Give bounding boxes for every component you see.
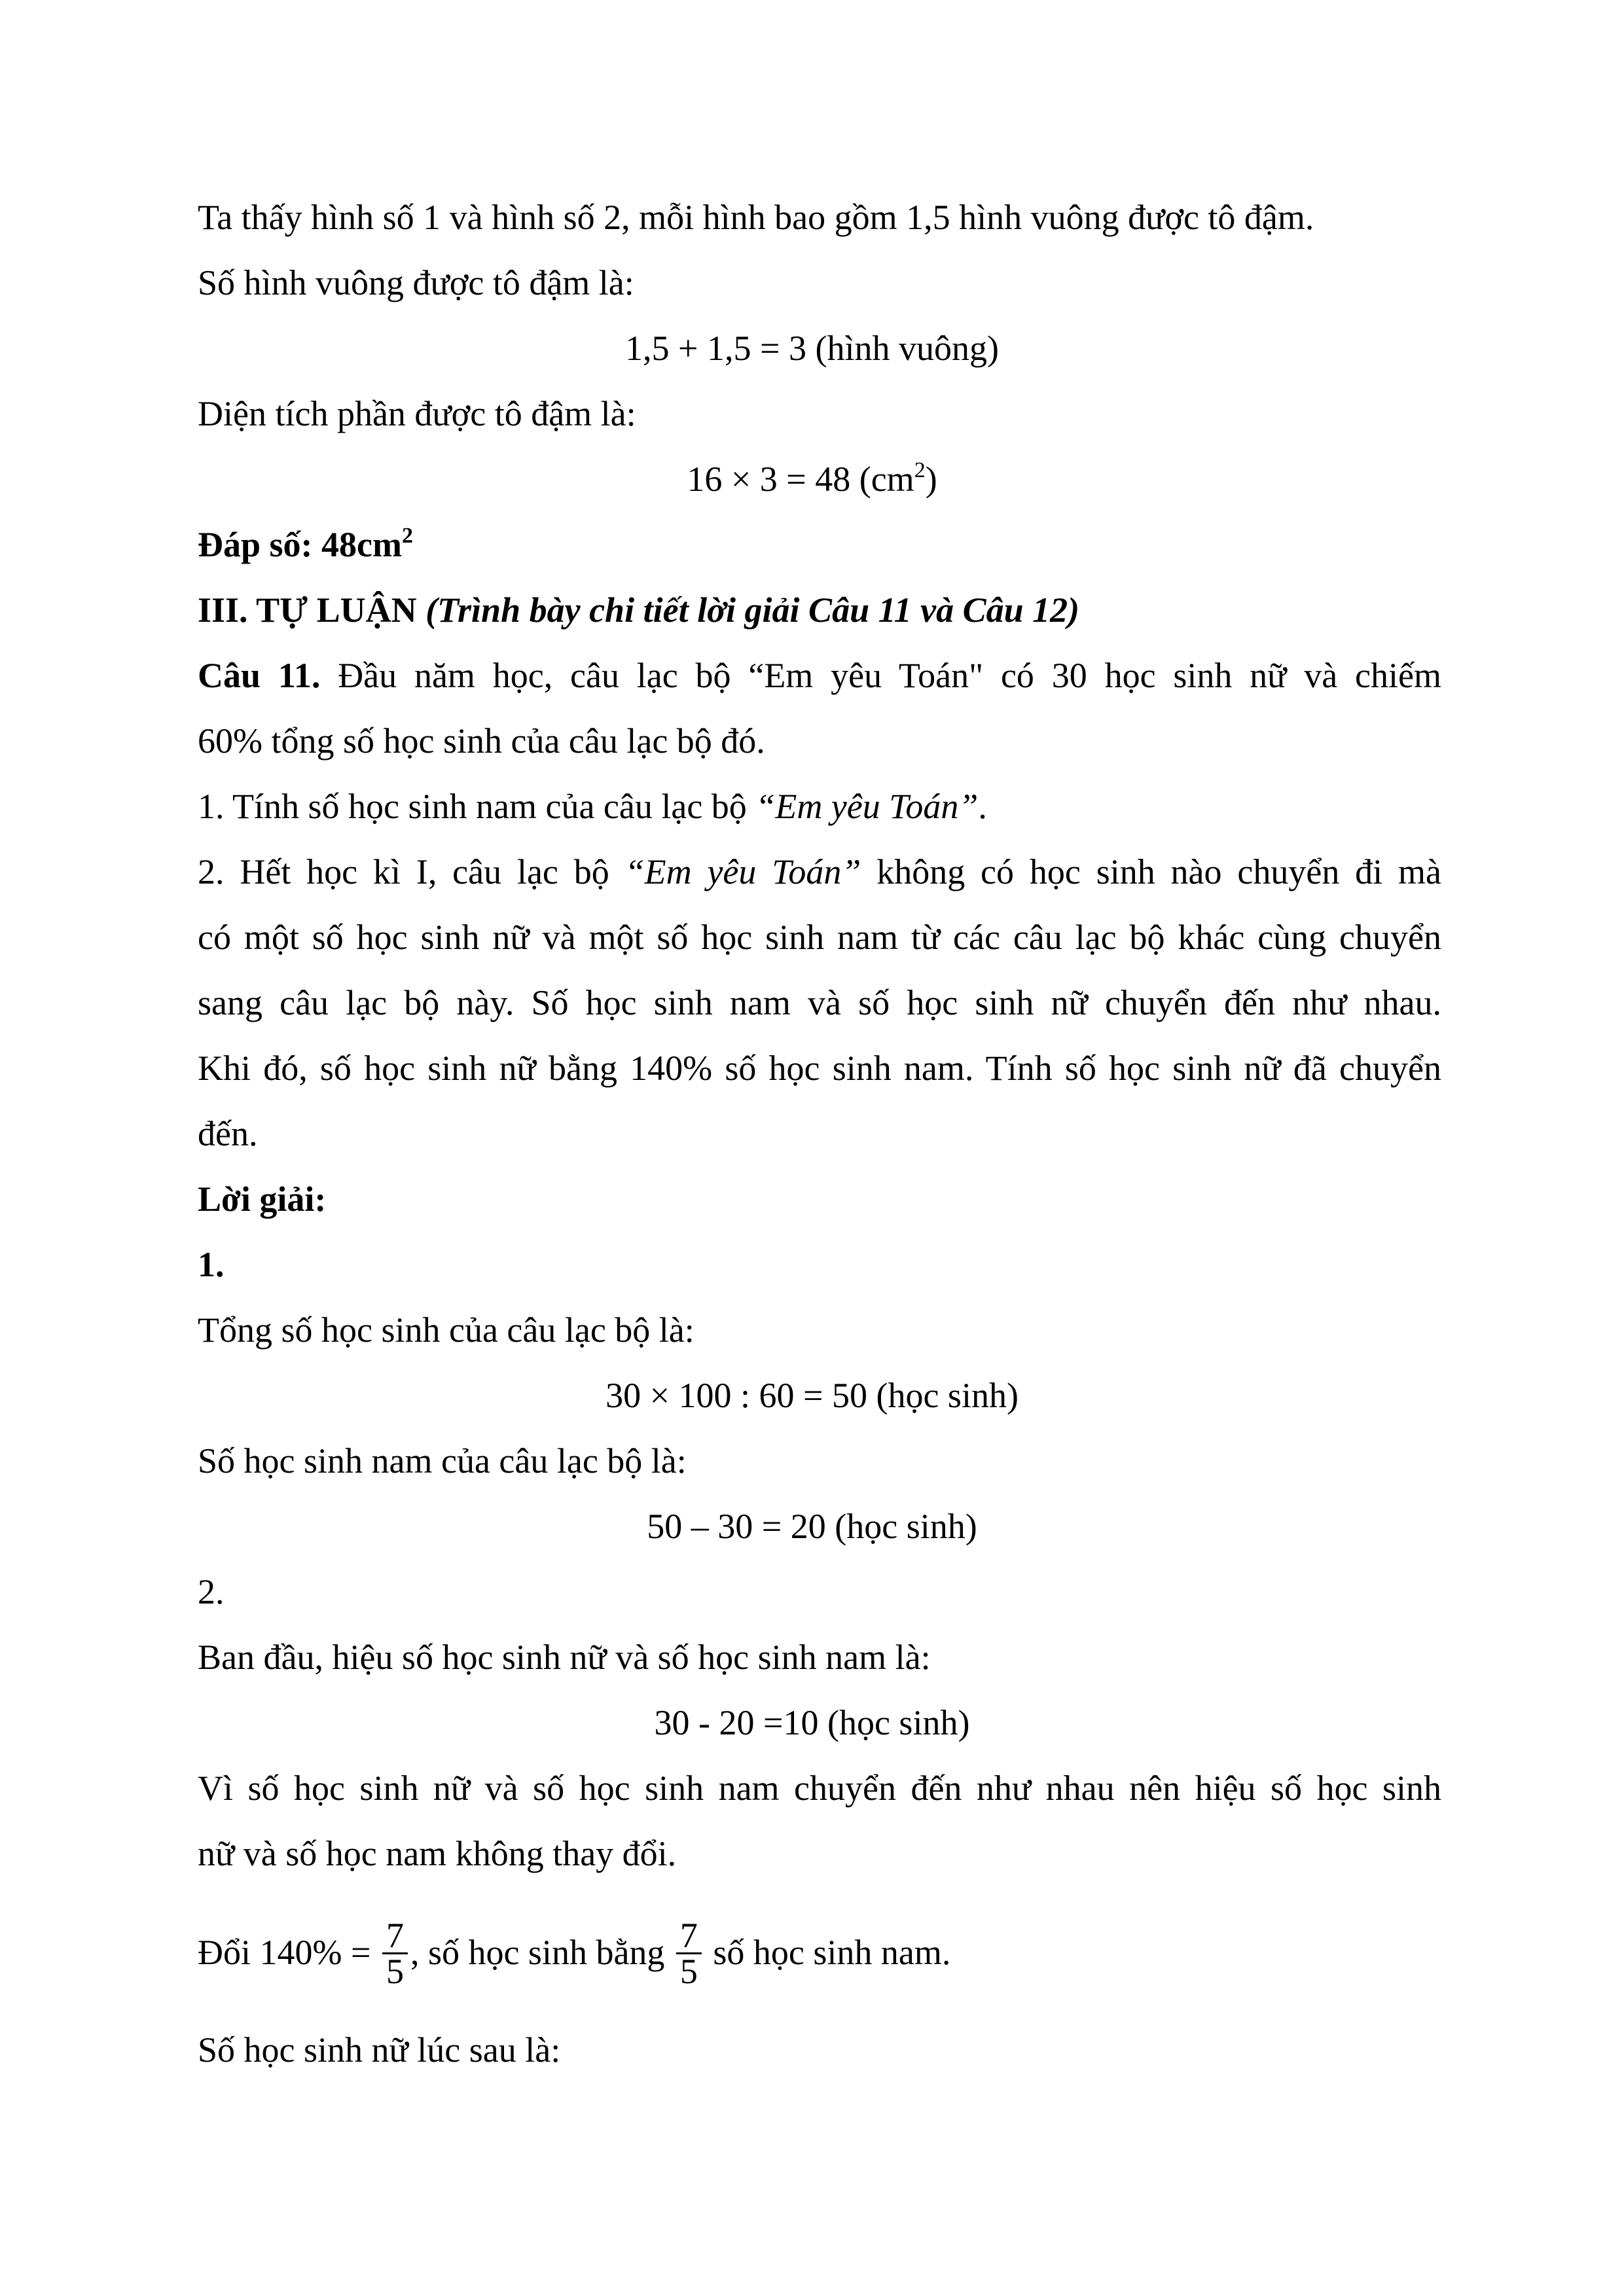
text-span: không có học sinh nào chuyển đi mà (861, 852, 1441, 891)
question-line (198, 655, 1441, 696)
superscript: 2 (401, 524, 413, 548)
part-number: 2. (198, 1572, 225, 1611)
equation-line: 30 × 100 : 60 = 50 (học sinh) (605, 1376, 1019, 1415)
section-heading (198, 589, 1441, 631)
text-line (198, 785, 1441, 827)
equation-line: 1,5 + 1,5 = 3 (hình vuông) (625, 329, 999, 368)
text-span: , số học sinh bằng (410, 1932, 674, 1972)
text-line: 60% tổng số học sinh của câu lạc bộ đó. (198, 721, 765, 761)
text-line: nữ và số học nam không thay đổi. (198, 1834, 677, 1873)
equation-line (0, 458, 1624, 500)
equation-text: ) (925, 459, 937, 499)
text-line: Tổng số học sinh của câu lạc bộ là: (198, 1310, 695, 1350)
text-span: 1. Tính số học sinh nam của câu lạc bộ (198, 787, 756, 826)
equation-line: 50 – 30 = 20 (học sinh) (647, 1507, 977, 1546)
club-name: “Em yêu Toán” (624, 852, 861, 891)
text-line: có một số học sinh nữ và một số học sinh nam từ các câu lạc bộ khác cùng chuyển (198, 918, 1441, 957)
fraction-line (198, 1916, 1441, 1991)
section-subtitle: (Trình bày chi tiết lời giải Câu 11 và Câu 12) (425, 590, 1080, 630)
text-line (198, 851, 1441, 893)
answer-line (198, 524, 1441, 565)
text-line: đến. (198, 1114, 258, 1153)
part-number: 1. (198, 1245, 225, 1284)
section-title: III. TỰ LUẬN (198, 590, 426, 630)
equation-text: 16 × 3 = 48 (cm (687, 459, 914, 499)
text-span: 2. Hết học kì I, câu lạc bộ (198, 852, 625, 891)
text-span: . (978, 787, 987, 826)
text-line: Khi đó, số học sinh nữ bằng 140% số học sinh nam. Tính số học sinh nữ đã chuyển (198, 1049, 1441, 1088)
superscript: 2 (914, 458, 926, 482)
fraction-numerator: 7 (676, 1918, 702, 1954)
question-text: Đầu năm học, câu lạc bộ “Em yêu Toán" có 30 học sinh nữ và chiếm (320, 656, 1441, 695)
text-line: Diện tích phần được tô đậm là: (198, 394, 636, 433)
text-span: số học sinh nam. (704, 1932, 951, 1972)
fraction-denominator: 5 (679, 1952, 698, 1991)
text-line: Ban đầu, hiệu số học sinh nữ và số học sinh nam là: (198, 1638, 931, 1677)
fraction (382, 1916, 408, 1991)
text-line: sang câu lạc bộ này. Số học sinh nam và số học sinh nữ chuyển đến như nhau. (198, 983, 1441, 1022)
club-name: “Em yêu Toán” (755, 787, 979, 826)
text-span: Đổi 140% = (198, 1932, 380, 1972)
answer-text: Đáp số: 48cm (198, 525, 402, 564)
equation-line: 30 - 20 =10 (học sinh) (654, 1703, 970, 1742)
text-line: Số học sinh nam của câu lạc bộ là: (198, 1441, 687, 1480)
fraction-denominator: 5 (386, 1952, 404, 1991)
question-label: Câu 11. (198, 656, 321, 695)
text-line: Số hình vuông được tô đậm là: (198, 263, 634, 302)
fraction-numerator: 7 (382, 1918, 408, 1954)
text-line: Số học sinh nữ lúc sau là: (198, 2030, 561, 2070)
solution-heading: Lời giải: (198, 1179, 327, 1219)
text-line: Ta thấy hình số 1 và hình số 2, mỗi hình bao gồm 1,5 hình vuông được tô đậm. (198, 198, 1314, 237)
fraction (676, 1916, 702, 1991)
text-line: Vì số học sinh nữ và số học sinh nam chuyển đến như nhau nên hiệu số học sinh (198, 1768, 1441, 1808)
